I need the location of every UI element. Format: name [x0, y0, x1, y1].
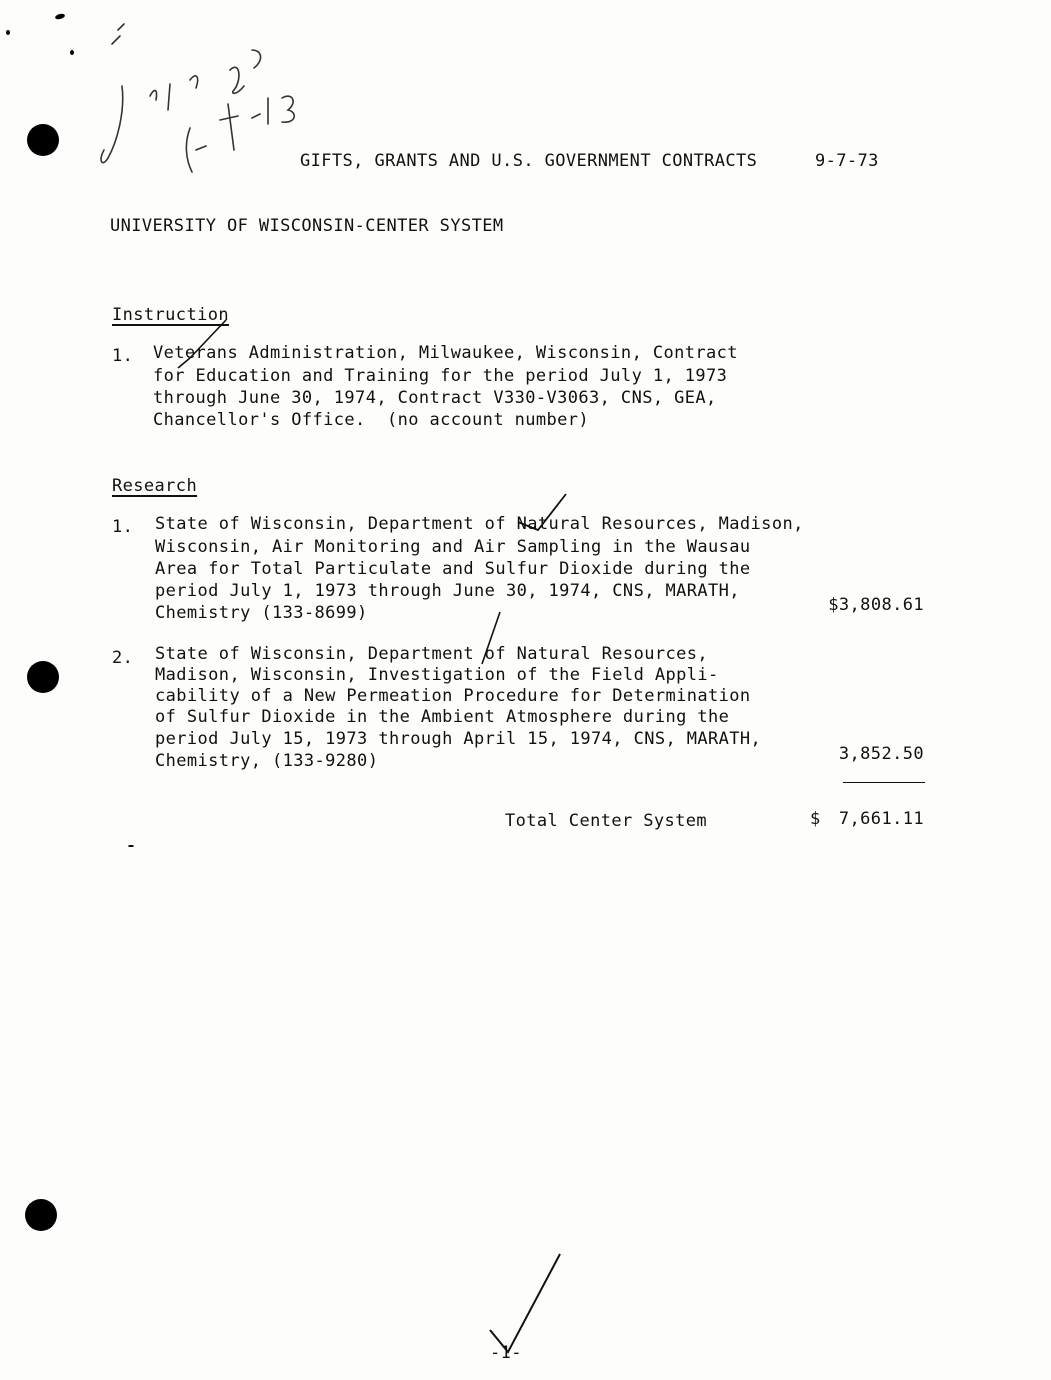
instruction-item-line: Veterans Administration, Milwaukee, Wisconsin, Contract	[153, 343, 738, 363]
research-item-line: Madison, Wisconsin, Investigation of the Field Appli-	[155, 665, 719, 685]
total-label: Total Center System	[505, 811, 708, 831]
institution-name: UNIVERSITY OF WISCONSIN-CENTER SYSTEM	[110, 216, 504, 236]
page-number: -1-	[490, 1343, 522, 1363]
research-item-line: cability of a New Permeation Procedure for Determination	[155, 686, 751, 706]
total-currency: $	[810, 809, 821, 829]
research-item-number: 2.	[112, 648, 134, 668]
instruction-heading: Instruction	[112, 305, 229, 325]
research-item-line: State of Wisconsin, Department of Natural Resources,	[155, 644, 709, 664]
handwritten-initials-drawing	[101, 24, 294, 172]
instruction-item-line: for Education and Training for the period July 1, 1973	[153, 366, 728, 386]
check-mark-icon	[490, 1254, 560, 1352]
research-item-line: State of Wisconsin, Department of Natural Resources, Madison,	[155, 514, 804, 534]
instruction-item-number: 1.	[112, 346, 134, 366]
research-item-line: Wisconsin, Air Monitoring and Air Sampling in the Wausau	[155, 537, 751, 557]
total-amount: 7,661.11	[838, 809, 924, 829]
research-item-amount: 3,852.50	[838, 744, 924, 764]
research-item-line: Area for Total Particulate and Sulfur Dioxide during the	[155, 559, 751, 579]
instruction-item-line: Chancellor's Office. (no account number)	[153, 410, 590, 430]
research-item-line: period July 1, 1973 through June 30, 1974, CNS, MARATH,	[155, 581, 740, 601]
total-rule	[843, 782, 925, 783]
research-item-amount: $3,808.61	[828, 595, 924, 615]
research-item-line: period July 15, 1973 through April 15, 1974, CNS, MARATH,	[155, 729, 762, 749]
research-heading: Research	[112, 476, 198, 496]
research-item-line: Chemistry (133-8699)	[155, 603, 368, 623]
document-date: 9-7-73	[815, 151, 879, 171]
research-item-line: Chemistry, (133-9280)	[155, 751, 379, 771]
research-item-number: 1.	[112, 517, 134, 537]
instruction-item-line: through June 30, 1974, Contract V330-V3063, CNS, GEA,	[153, 388, 717, 408]
research-item-line: of Sulfur Dioxide in the Ambient Atmosphere during the	[155, 707, 730, 727]
document-title: GIFTS, GRANTS AND U.S. GOVERNMENT CONTRACTS	[300, 151, 758, 171]
